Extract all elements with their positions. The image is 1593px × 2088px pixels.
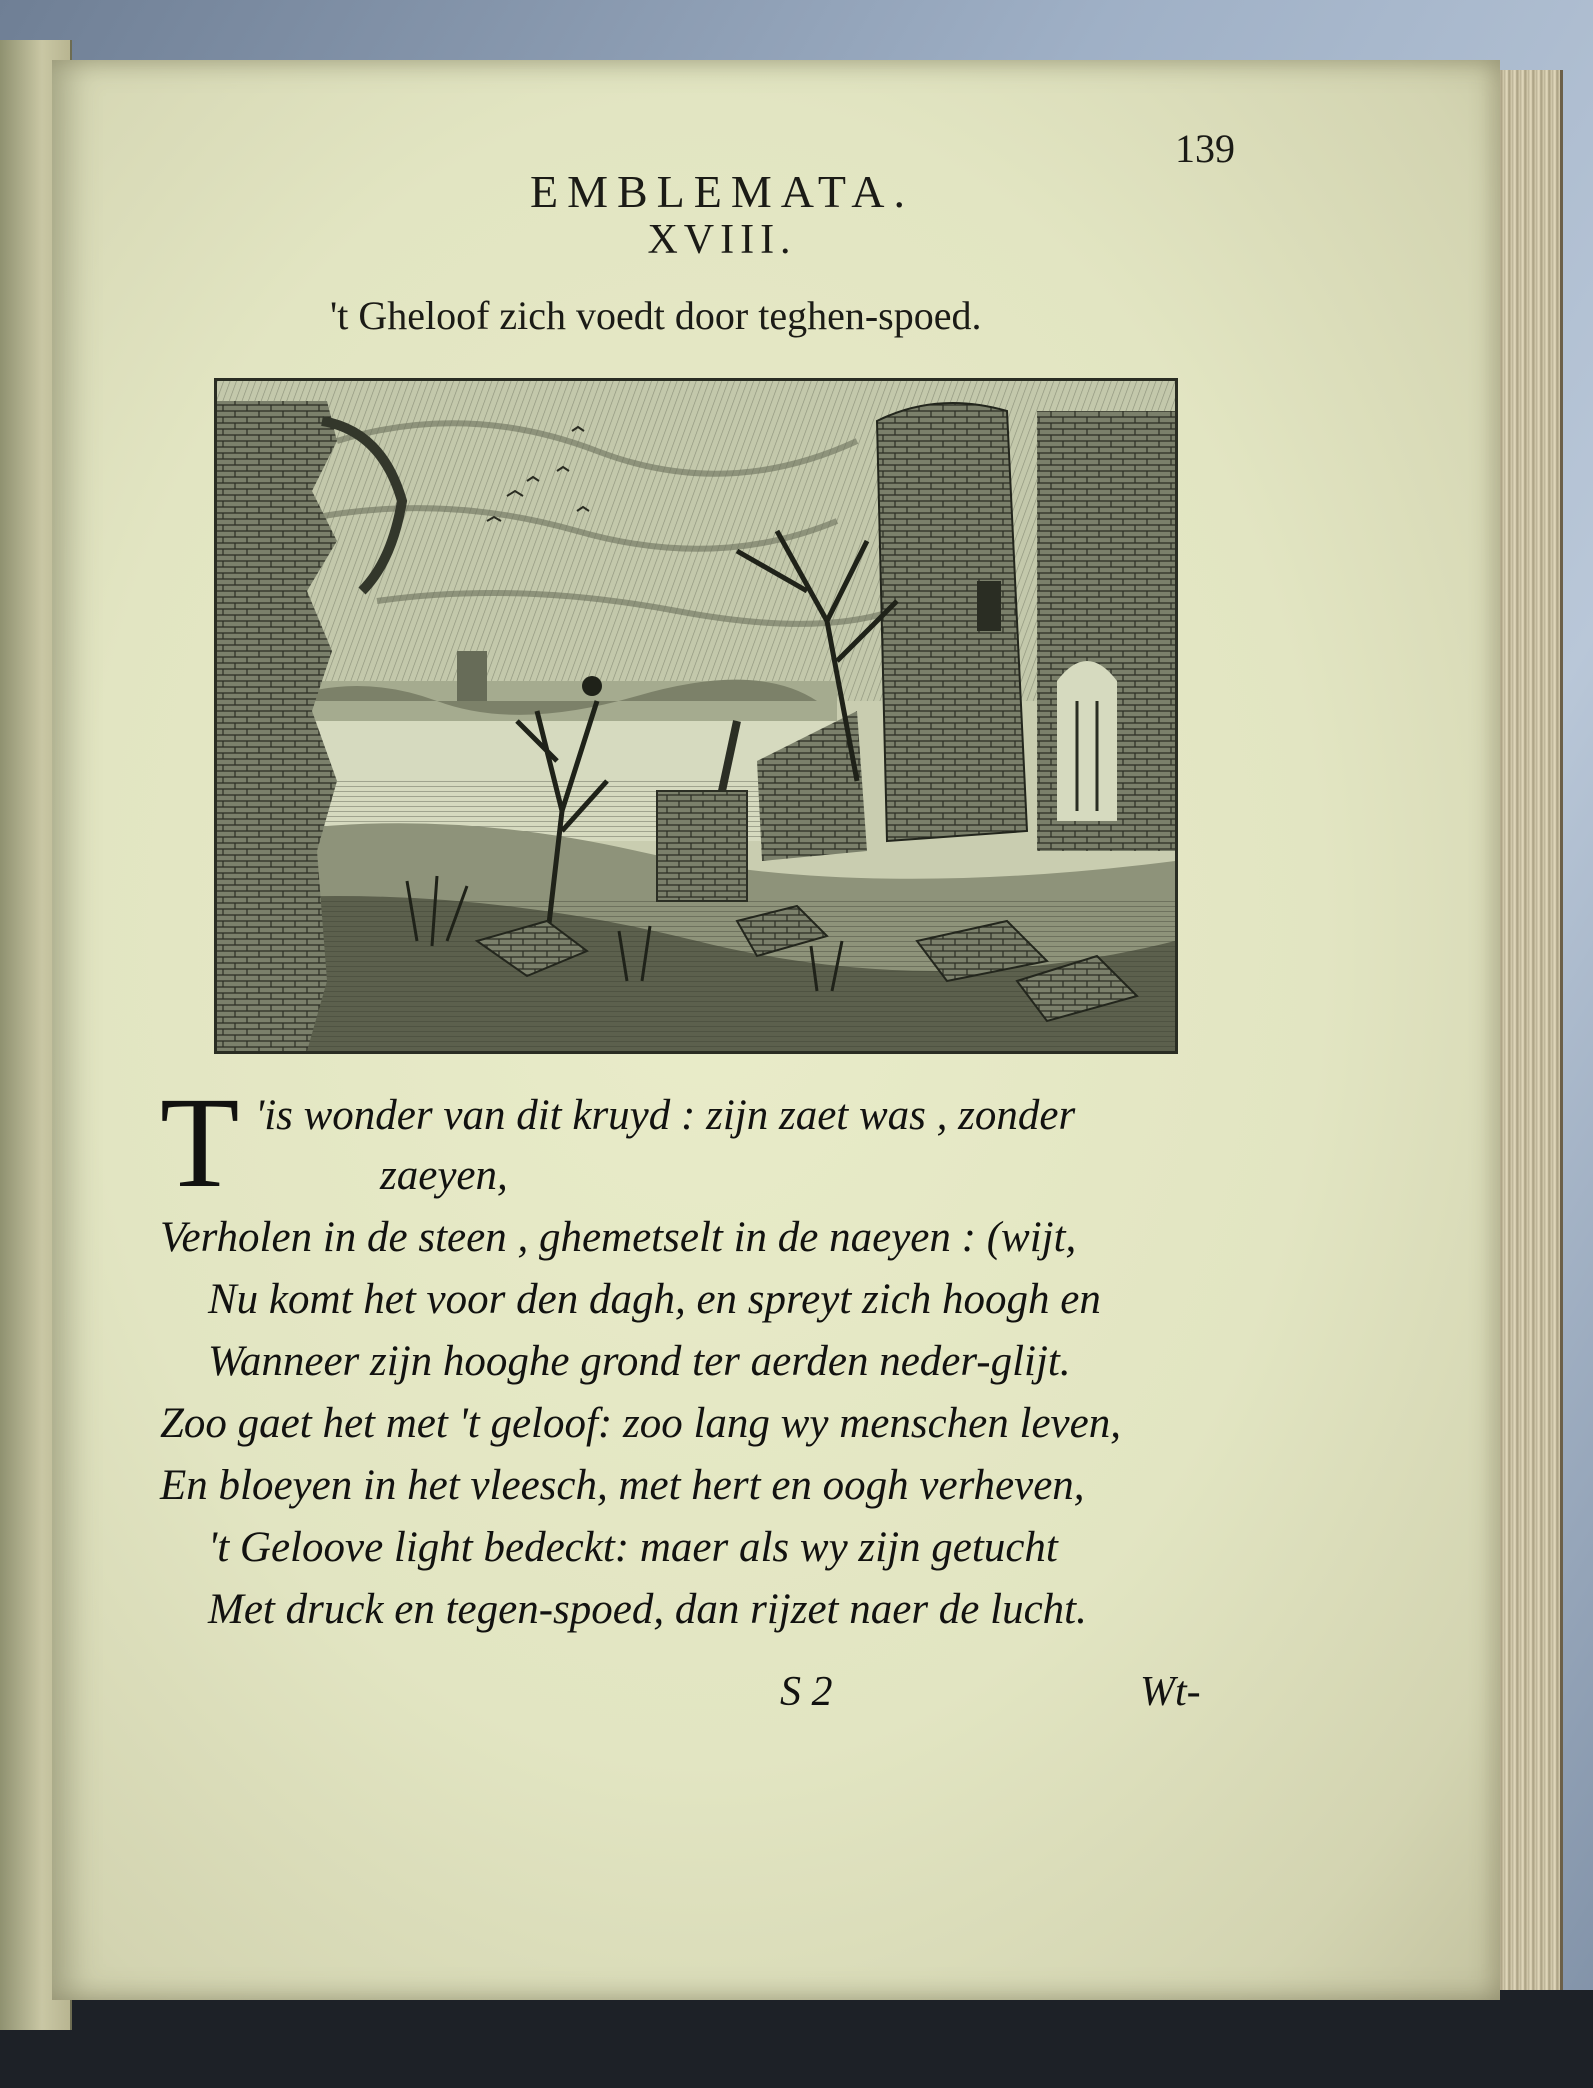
book-title: EMBLEMATA. — [529, 166, 915, 217]
poem-line: Nu komt het voor den dagh, en spreyt zich hoogh en — [208, 1276, 1101, 1323]
poem-line: Zoo gaet het met 't geloof: zoo lang wy menschen leven, — [160, 1400, 1121, 1447]
signature-mark: S 2 — [780, 1669, 833, 1715]
poem-line: 't Geloove light bedeckt: maer als wy zijn getucht — [208, 1524, 1058, 1571]
emblem-numeral: XVIII. — [647, 217, 797, 263]
poem-line: zaeyen, — [380, 1152, 508, 1199]
drop-cap: T — [160, 1071, 240, 1215]
poem-line: Verholen in de steen , ghemetselt in de naeyen : (wijt, — [160, 1214, 1077, 1261]
emblem-engraving — [214, 378, 1178, 1054]
page-number: 139 — [1175, 126, 1235, 171]
poem-line: Met druck en tegen-spoed, dan rijzet naer de lucht. — [208, 1586, 1087, 1633]
engraving-ruins-landscape-icon — [217, 381, 1175, 1051]
poem-line: 'is wonder van dit kruyd : zijn zaet was , zonder — [255, 1092, 1076, 1139]
page-header — [52, 165, 1392, 264]
emblem-motto: 't Gheloof zich voedt door teghen-spoed. — [330, 293, 982, 338]
poem-line: Wanneer zijn hooghe grond ter aerden neder-glijt. — [208, 1338, 1071, 1385]
table-surface — [0, 1990, 1593, 2088]
catchword: Wt- — [1140, 1669, 1201, 1715]
poem-line: En bloeyen in het vleesch, met hert en oogh verheven, — [160, 1462, 1085, 1509]
